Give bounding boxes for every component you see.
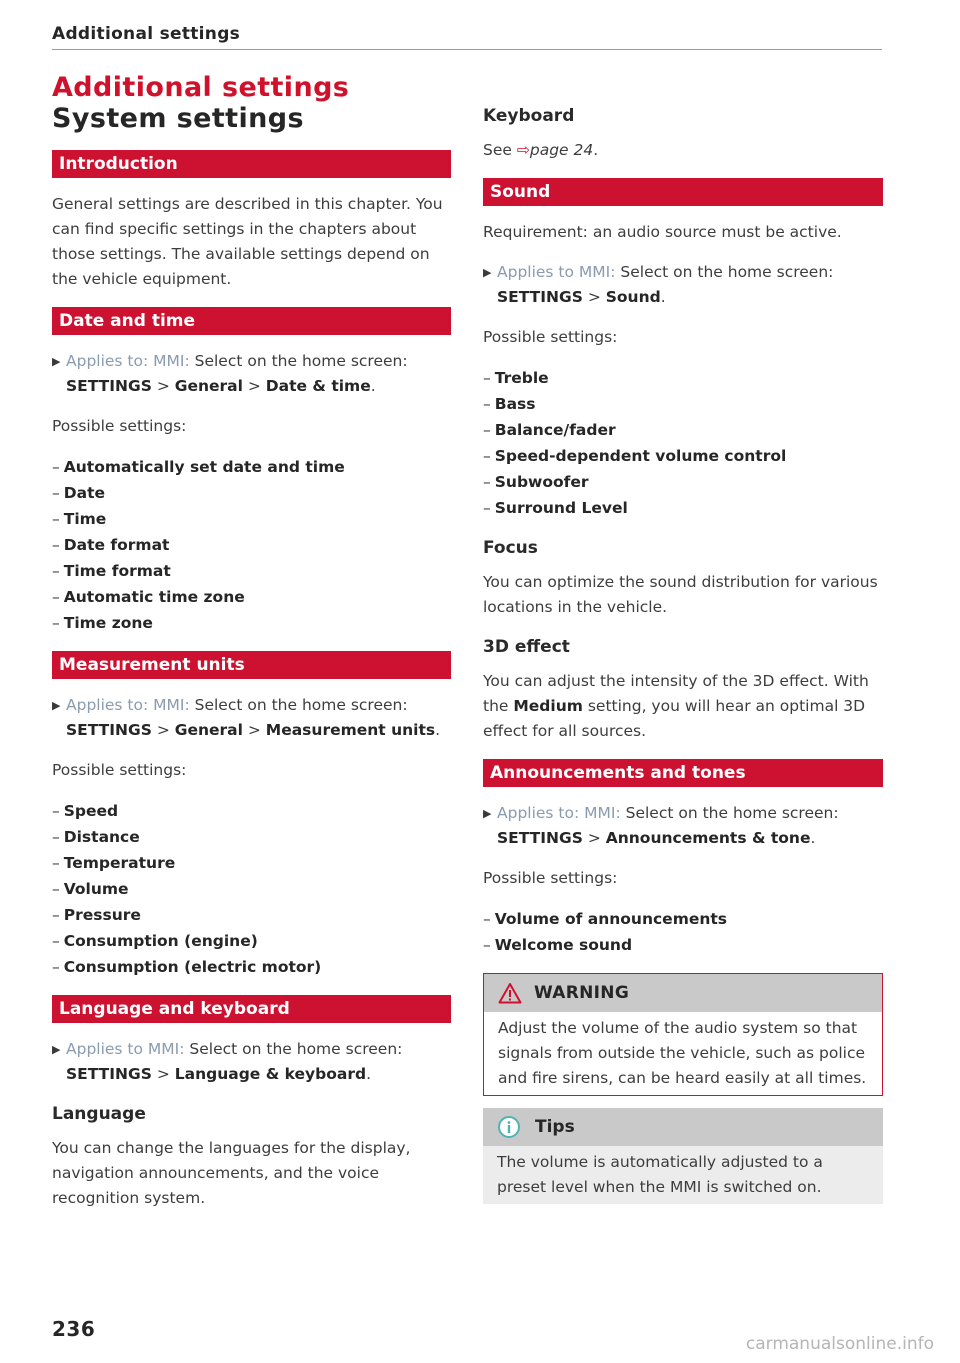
applies-label: Applies to: MMI: [497, 804, 621, 822]
keyboard-subhead: Keyboard [483, 106, 575, 126]
tips-header [483, 1108, 883, 1146]
announcements-heading: Announcements and tones [483, 759, 883, 787]
triangle-right-icon: ▶ [52, 1043, 61, 1056]
path-step: SETTINGS [66, 721, 152, 739]
list-item: – Automatic time zone [52, 588, 245, 606]
list-item: – Treble [483, 369, 549, 387]
path-step: Measurement units [265, 721, 436, 739]
tips-title: Tips [535, 1117, 575, 1137]
list-item: – Speed [52, 802, 119, 820]
right-column [483, 104, 883, 1204]
path-step: SETTINGS [497, 829, 583, 847]
left-column [52, 72, 451, 1211]
list-item: – Temperature [52, 854, 176, 872]
path-step: SETTINGS [66, 377, 152, 395]
list-item: – Surround Level [483, 499, 628, 517]
effect3d-subhead: 3D effect [483, 637, 570, 657]
announcements-action: ▶ Applies to: MMI: Select on the home screen: SETTINGS > Announcements & tone. [483, 801, 883, 851]
list-item: – Consumption (engine) [52, 932, 258, 950]
warning-text: Adjust the volume of the audio system so that signals from outside the vehicle, such as police and fire sirens, can be heard easily at all times. [498, 1019, 867, 1087]
sound-heading: Sound [483, 178, 883, 206]
effect3d-text: You can adjust the intensity of the 3D effect. With the Medium setting, you will hear an optimal 3D effect for all sources. [483, 672, 869, 740]
date-time-settings-list [52, 454, 451, 636]
page-number: 236 [52, 1317, 96, 1341]
sound-action: ▶ Applies to MMI: Select on the home screen: SETTINGS > Sound. [483, 260, 883, 310]
instruction: Select on the home screen: [194, 352, 408, 370]
announcements-settings-list [483, 906, 883, 958]
list-item: – Welcome sound [483, 936, 633, 954]
applies-label: Applies to: MMI: [66, 352, 190, 370]
sound-settings-list [483, 365, 883, 521]
triangle-right-icon: ▶ [52, 699, 61, 712]
measurement-settings-list [52, 798, 451, 980]
section-title: System settings [52, 103, 304, 134]
instruction: Select on the home screen: [620, 263, 834, 281]
triangle-right-icon: ▶ [52, 355, 61, 368]
possible-settings-label: Possible settings: [483, 328, 618, 346]
triangle-right-icon: ▶ [483, 266, 492, 279]
path-step: Date & time [265, 377, 371, 395]
list-item: – Time [52, 510, 107, 528]
language-keyboard-heading: Language and keyboard [52, 995, 451, 1023]
language-action: ▶ Applies to MMI: Select on the home screen: SETTINGS > Language & keyboard. [52, 1037, 451, 1087]
list-item: – Pressure [52, 906, 141, 924]
list-item: – Date [52, 484, 105, 502]
reference-arrow-icon: ⇨ [516, 141, 530, 159]
list-item: – Time zone [52, 614, 153, 632]
focus-subhead: Focus [483, 538, 538, 558]
list-item: – Subwoofer [483, 473, 589, 491]
list-item: – Speed-dependent volume control [483, 447, 787, 465]
running-header: Additional settings [52, 24, 882, 50]
warning-header [484, 974, 882, 1012]
list-item: – Automatically set date and time [52, 458, 345, 476]
measurement-units-heading: Measurement units [52, 651, 451, 679]
path-step: Sound [605, 288, 661, 306]
sound-requirement: Requirement: an audio source must be active. [483, 223, 842, 241]
tips-box [483, 1108, 883, 1204]
warning-triangle-icon [498, 982, 522, 1004]
date-time-heading: Date and time [52, 307, 451, 335]
triangle-right-icon: ▶ [483, 807, 492, 820]
path-step: General [174, 721, 243, 739]
watermark: carmanualsonline.info [745, 1334, 934, 1354]
warning-box [483, 973, 883, 1096]
path-step: SETTINGS [497, 288, 583, 306]
measurement-action: ▶ Applies to: MMI: Select on the home screen: SETTINGS > General > Measurement units. [52, 693, 451, 743]
warning-title: WARNING [534, 983, 630, 1003]
info-icon [497, 1115, 521, 1139]
applies-label: Applies to: MMI: [66, 696, 190, 714]
path-step: General [174, 377, 243, 395]
path-step: Language & keyboard [174, 1065, 367, 1083]
introduction-text: General settings are described in this chapter. You can find specific settings in the chapters about those settings. The available settings depend on the vehicle equipment. [52, 195, 443, 288]
applies-label: Applies to MMI: [66, 1040, 185, 1058]
date-time-action: ▶ Applies to: MMI: Select on the home screen: SETTINGS > General > Date & time. [52, 349, 451, 399]
list-item: – Consumption (electric motor) [52, 958, 322, 976]
focus-text: You can optimize the sound distribution for various locations in the vehicle. [483, 573, 878, 616]
instruction: Select on the home screen: [625, 804, 839, 822]
instruction: Select on the home screen: [194, 696, 408, 714]
keyboard-reference: See ⇨page 24. [483, 141, 599, 159]
possible-settings-label: Possible settings: [52, 417, 187, 435]
list-item: – Volume [52, 880, 129, 898]
possible-settings-label: Possible settings: [483, 869, 618, 887]
list-item: – Bass [483, 395, 536, 413]
language-text: You can change the languages for the display, navigation announcements, and the voice recognition system. [52, 1139, 411, 1207]
page-link[interactable]: page 24 [529, 141, 594, 159]
chapter-title: Additional settings [52, 72, 350, 103]
path-step: Announcements & tone [605, 829, 811, 847]
introduction-heading: Introduction [52, 150, 451, 178]
list-item: – Distance [52, 828, 140, 846]
list-item: – Time format [52, 562, 171, 580]
applies-label: Applies to MMI: [497, 263, 616, 281]
list-item: – Date format [52, 536, 170, 554]
possible-settings-label: Possible settings: [52, 761, 187, 779]
tips-text: The volume is automatically adjusted to a preset level when the MMI is switched on. [497, 1153, 823, 1196]
list-item: – Balance/fader [483, 421, 616, 439]
instruction: Select on the home screen: [189, 1040, 403, 1058]
list-item: – Volume of announcements [483, 910, 728, 928]
path-step: SETTINGS [66, 1065, 152, 1083]
language-subhead: Language [52, 1104, 146, 1124]
